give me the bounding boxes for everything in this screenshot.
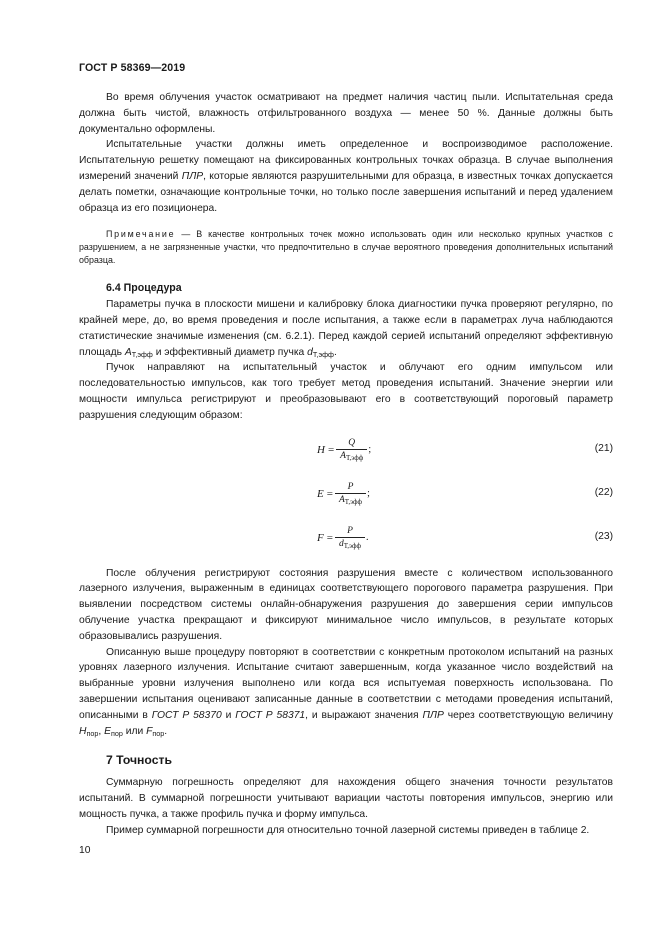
paragraph-beam-direction: Пучок направляют на испытательный участок и облучают его одним импульсом или последовательностью импульсов, как того требует метод проведения испытаний. Значение энергии или мощности импульса регистрируют и преобразовывают его в соответствующий пороговый параметр разрушения следующим образом:	[79, 362, 613, 421]
formula-number: (23)	[594, 530, 613, 542]
page-content	[79, 90, 613, 838]
subsection-title-6-4: 6.4 Процедура	[106, 282, 182, 295]
section-title-7: 7 Точность	[106, 753, 172, 768]
fraction: $\frac{P}{A_{Т,эфф}}$	[335, 482, 366, 505]
paragraph-total-error: Суммарную погрешность определяют для нахождения общего значения точности результатов испытаний. В суммарной погрешности учитывают вариации частоты повторения импульсов, энергию или мощность пучка, а также профиль пучка и форму импульса.	[79, 777, 613, 820]
note-text: — В качестве контрольных точек можно использовать один или несколько крупных участков с разрушением, а не загрязненные участки, что предпочтительно в случае вероятного проведения дополнительных испытаний образца.	[79, 229, 613, 265]
formula-number: (21)	[594, 442, 613, 454]
page-number: 10	[79, 845, 91, 856]
paragraph-test-sites: Испытательные участки должны иметь определенное и воспроизводимое расположение. Испытательную решетку помещают на фиксированных контрольных точках образца. В случае выполнения измерений значений ПЛР, которые являются разрушительными для образца, в известных точках допускается делать пометки, означающие контрольные точки, но только после завершения испытаний и перед удалением образца из его позиционера.	[79, 139, 613, 214]
paragraph-beam-parameters: Параметры пучка в плоскости мишени и калибровку блока диагностики пучка проверяют регулярно, по крайней мере, до, во время проведения и после испытания, а также если в параметрах луча наблюдаются статистические значимые изменения (см. 6.2.1). Перед каждой серией испытаний определяют эффективную площадь $A_{Т,эфф}$ и эффективный диаметр пучка $d_{Т,эфф}$.	[79, 299, 613, 359]
formula-23: F = $\frac{P}{d_{Т,эфф}}$ . (23)	[317, 526, 613, 551]
note-label: Примечание	[106, 229, 176, 240]
paragraph-table-reference: Пример суммарной погрешности для относительно точной лазерной системы приведен в таблице 2.	[106, 824, 590, 836]
paragraph-dust-inspection: Во время облучения участок осматривают на предмет наличия частиц пыли. Испытательная среда должна быть чистой, влажность отфильтрованного воздуха — менее 50 %. Данные должны быть документально оформлены.	[79, 92, 613, 135]
plr-term: ПЛР	[181, 170, 204, 182]
paragraph-procedure-repeat: Описанную выше процедуру повторяют в соответствии с конкретным протоколом испытаний на разных уровнях лазерного излучения. Испытание считают завершенным, когда указанное число воздействий на выбранные уровни излучения выполнено или когда вся испытуемая поверхность использована. По завершении испытания оценивают записанные данные в соответствии с методами проведения испытаний, описанными в ГОСТ Р 58370 и ГОСТ Р 58371, и выражают значения ПЛР через соответствующую величину $H_{пор}$, $E_{пор}$ или $F_{пор}$.	[79, 646, 613, 738]
note	[79, 228, 613, 266]
running-header: ГОСТ Р 58369—2019	[79, 62, 186, 74]
formula-22: E = $\frac{P}{A_{Т,эфф}}$ ; (22)	[317, 482, 613, 507]
formula-21: H = $\frac{Q}{A_{Т,эфф}}$ ; (21)	[317, 438, 613, 463]
reference-gost-58371: ГОСТ Р 58371	[235, 709, 306, 721]
paragraph-after-irradiation: После облучения регистрируют состояния разрушения вместе с количеством использованного лазерного излучения, выраженным в единицах соответствующего порогового параметра разрушения. При выявлении посредством системы онлайн-обнаружения разрушения до завершения серии импульсов облучение участка прекращают и фиксируют минимальное число импульсов, в результате которых образовывались разрушения.	[79, 567, 613, 642]
reference-gost-58370: ГОСТ Р 58370	[151, 709, 222, 721]
fraction: $\frac{P}{d_{Т,эфф}}$	[335, 526, 365, 549]
formula-number: (22)	[594, 486, 613, 498]
fraction: $\frac{Q}{A_{Т,эфф}}$	[336, 438, 367, 461]
